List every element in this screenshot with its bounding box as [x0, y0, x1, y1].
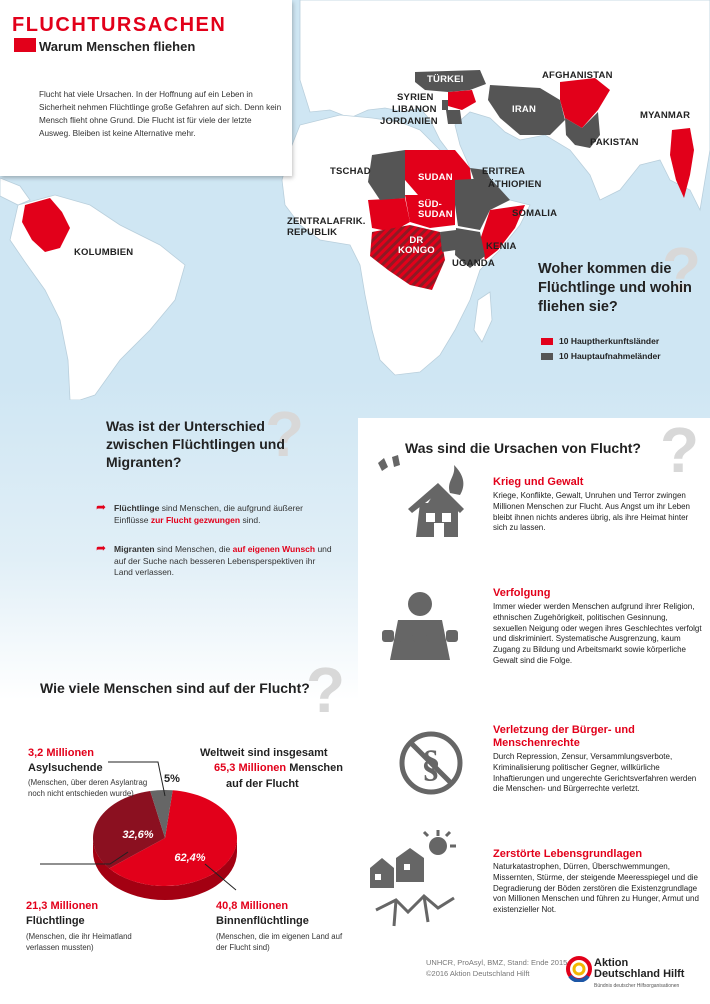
arrow-icon: ➦ [96, 500, 107, 514]
madagascar-land [474, 292, 492, 342]
migrant-term: Migranten [114, 544, 155, 554]
logo-mark-icon [566, 956, 592, 982]
map-label-tuerkei: TÜRKEI [427, 74, 464, 85]
cause-text-livelihood: Naturkatastrophen, Dürren, Überschwemmungen, Missernten, Stürme, der steigende Meeresspiegel und die Degradierung der Böden zerstören die Existenzgrundlage von Millionen Menschen und führen zu Hunger, Armut und existenzieller Not. [493, 862, 699, 915]
refugee-number: 21,3 Millionen [26, 900, 99, 912]
house-fire-icon [368, 455, 473, 545]
cause-head-livelihood: Zerstörte Lebensgrundlagen [493, 848, 643, 860]
prohibited-paragraph-icon [398, 730, 464, 796]
map-label-kolumbien: KOLUMBIEN [74, 247, 134, 258]
title-accent [14, 38, 36, 52]
map-label-uganda: UGANDA [452, 258, 495, 269]
legend-host-swatch [541, 353, 553, 360]
cause-head-war: Krieg und Gewalt [493, 476, 584, 488]
cause-text-persecution: Immer wieder werden Menschen aufgrund ihrer Religion, ethnischen Zugehörigkeit, politischen Gesinnung, sexuellen Neigung oder wegen ihres Geschlechtes verfolgt und diskriminiert. Systematische Ausgrenzung, kaum Zugang zu Bildung und Arbeitsmarkt sowie körperliche Gewalt sind die Folge. [493, 602, 702, 665]
refugee-note: (Menschen, die ihr Heimatland verlassen mussten) [26, 932, 132, 952]
total-intro: Weltweit sind insgesamt [200, 747, 328, 759]
chained-person-icon [372, 590, 467, 675]
cause-head-persecution: Verfolgung [493, 587, 551, 599]
refugee-definition [114, 503, 334, 526]
legend-origin-swatch [541, 338, 553, 345]
cause-head-rights: Verletzung der Bürger- und Menschenrechte [493, 724, 635, 749]
idp-note: (Menschen, die im eigenen Land auf der Flucht sind) [216, 932, 343, 952]
causes-title: Was sind die Ursachen von Flucht? [405, 440, 641, 456]
map-label-afghanistan: AFGHANISTAN [542, 70, 613, 81]
difference-question-mark-icon: ? [265, 398, 305, 470]
pie-slices [93, 790, 237, 886]
svg-text:§: § [421, 743, 441, 785]
legend-origin-label: 10 Hauptherkunftsländer [559, 336, 660, 346]
migrant-text: sind Menschen, die [154, 544, 233, 554]
refugee-text-end: sind. [240, 514, 261, 525]
map-label-drkongo: DR KONGO [398, 235, 435, 256]
refugee-term: Flüchtlinge [114, 503, 160, 513]
migrant-definition [114, 544, 334, 579]
footer-source-line: UNHCR, ProAsyl, BMZ, Stand: Ende 2015 [426, 958, 568, 967]
migrant-text-end: und auf der Suche nach besseren Lebensperspektiven ihr Land verlassen. [114, 544, 332, 577]
arrow-icon: ➦ [96, 541, 107, 555]
cause-text-rights: Durch Repression, Zensur, Versammlungsverbote, Kriminalisierung politischer Gegner, willkürliche Inhaftierungen und ungerechte Gerichtsverfahren werden die Menschen- und Bürgerrechte verletzt. [493, 752, 697, 794]
page-title: FLUCHTURSACHEN [12, 14, 227, 36]
uganda-shape [440, 230, 456, 252]
pie-label-refugee: 32,6% [122, 829, 154, 841]
asyl-label: Asylsuchende [28, 762, 103, 774]
refugee-text: sind Menschen, die aufgrund äußerer Einflüsse [114, 503, 303, 525]
map-question-mark-icon: ? [662, 234, 702, 306]
central-america-land [0, 178, 30, 205]
footer-source [426, 957, 567, 979]
total-post2: auf der Flucht [226, 778, 299, 790]
map-label-sudan: SUDAN [418, 172, 453, 183]
stats-title: Wie viele Menschen sind auf der Flucht? [40, 680, 310, 696]
map-label-myanmar: MYANMAR [640, 110, 691, 121]
map-label-tschad: TSCHAD [330, 166, 371, 177]
stats-question-mark-icon: ? [306, 654, 346, 726]
pie-label-asyl: 5% [164, 773, 180, 785]
cause-text-war: Kriege, Konflikte, Gewalt, Unruhen und Terror zwingen Millionen Menschen zur Flucht. Aus Angst um ihr Leben bleibt ihnen nichts anderes übrig, als ihre Heimat hinter sich zu lassen. [493, 491, 690, 533]
map-label-aethiopien: ÄTHIOPIEN [488, 179, 542, 190]
map-label-eritrea: ERITREA [482, 166, 526, 177]
footer-copyright: ©2016 Aktion Deutschland Hilft [426, 969, 530, 978]
total-number: 65,3 Millionen [214, 762, 287, 774]
causes-question-mark-icon: ? [660, 414, 700, 486]
legend-host [541, 351, 661, 361]
refugee-label: Flüchtlinge [26, 915, 85, 927]
total-post: Menschen [286, 762, 343, 774]
asyl-number: 3,2 Millionen [28, 747, 95, 759]
page-subtitle: Warum Menschen fliehen [39, 39, 196, 54]
map-label-libanon: LIBANON [392, 104, 437, 115]
logo-subtitle: Bündnis deutscher Hilfsorganisationen [594, 983, 680, 989]
map-question: Woher kommen die Flüchtlinge und wohin fliehen sie? [538, 261, 692, 315]
total-line [214, 762, 343, 774]
legend-origin [541, 336, 659, 346]
idp-number: 40,8 Millionen [216, 900, 289, 912]
migrant-emphasis: auf eigenen Wunsch [232, 544, 316, 554]
refugee-emphasis: zur Flucht gezwungen [150, 514, 241, 525]
legend-host-label: 10 Hauptaufnahmeländer [559, 351, 661, 361]
map-label-kenia: KENIA [486, 241, 517, 252]
map-label-pakistan: PAKISTAN [590, 137, 639, 148]
intro-text: Flucht hat viele Ursachen. In der Hoffnung auf ein Leben in Sicherheit nehmen Flüchtlinge große Gefahren auf sich. Denn kein Mensch flieht ohne Grund. Die Flucht ist für viele der letzte Ausweg. Bleiben ist keine Alternative mehr. [39, 90, 282, 138]
logo-line1: Aktion [594, 957, 629, 969]
map-label-somalia: SOMALIA [512, 208, 558, 219]
asyl-note: (Menschen, über deren Asylantrag noch nicht entschieden wurde) [28, 778, 148, 798]
map-label-jordanien: JORDANIEN [380, 116, 438, 127]
logo-line2: Deutschland Hilft [594, 968, 685, 980]
difference-title: Was ist der Unterschied zwischen Flüchtlingen und Migranten? [106, 418, 285, 470]
logo-name [594, 958, 684, 980]
map-label-zentralafrik: ZENTRALAFRIK. REPUBLIK [287, 216, 366, 238]
map-label-syrien: SYRIEN [397, 92, 434, 103]
pie-label-idp: 62,4% [174, 852, 206, 864]
libanon-shape [442, 100, 448, 110]
jordanien-shape [446, 110, 462, 124]
idp-label: Binnenflüchtlinge [216, 915, 309, 927]
map-label-iran: IRAN [512, 104, 537, 115]
drought-sun-icon [366, 830, 466, 930]
map-label-suedsudan: SÜD- SUDAN [418, 199, 453, 220]
